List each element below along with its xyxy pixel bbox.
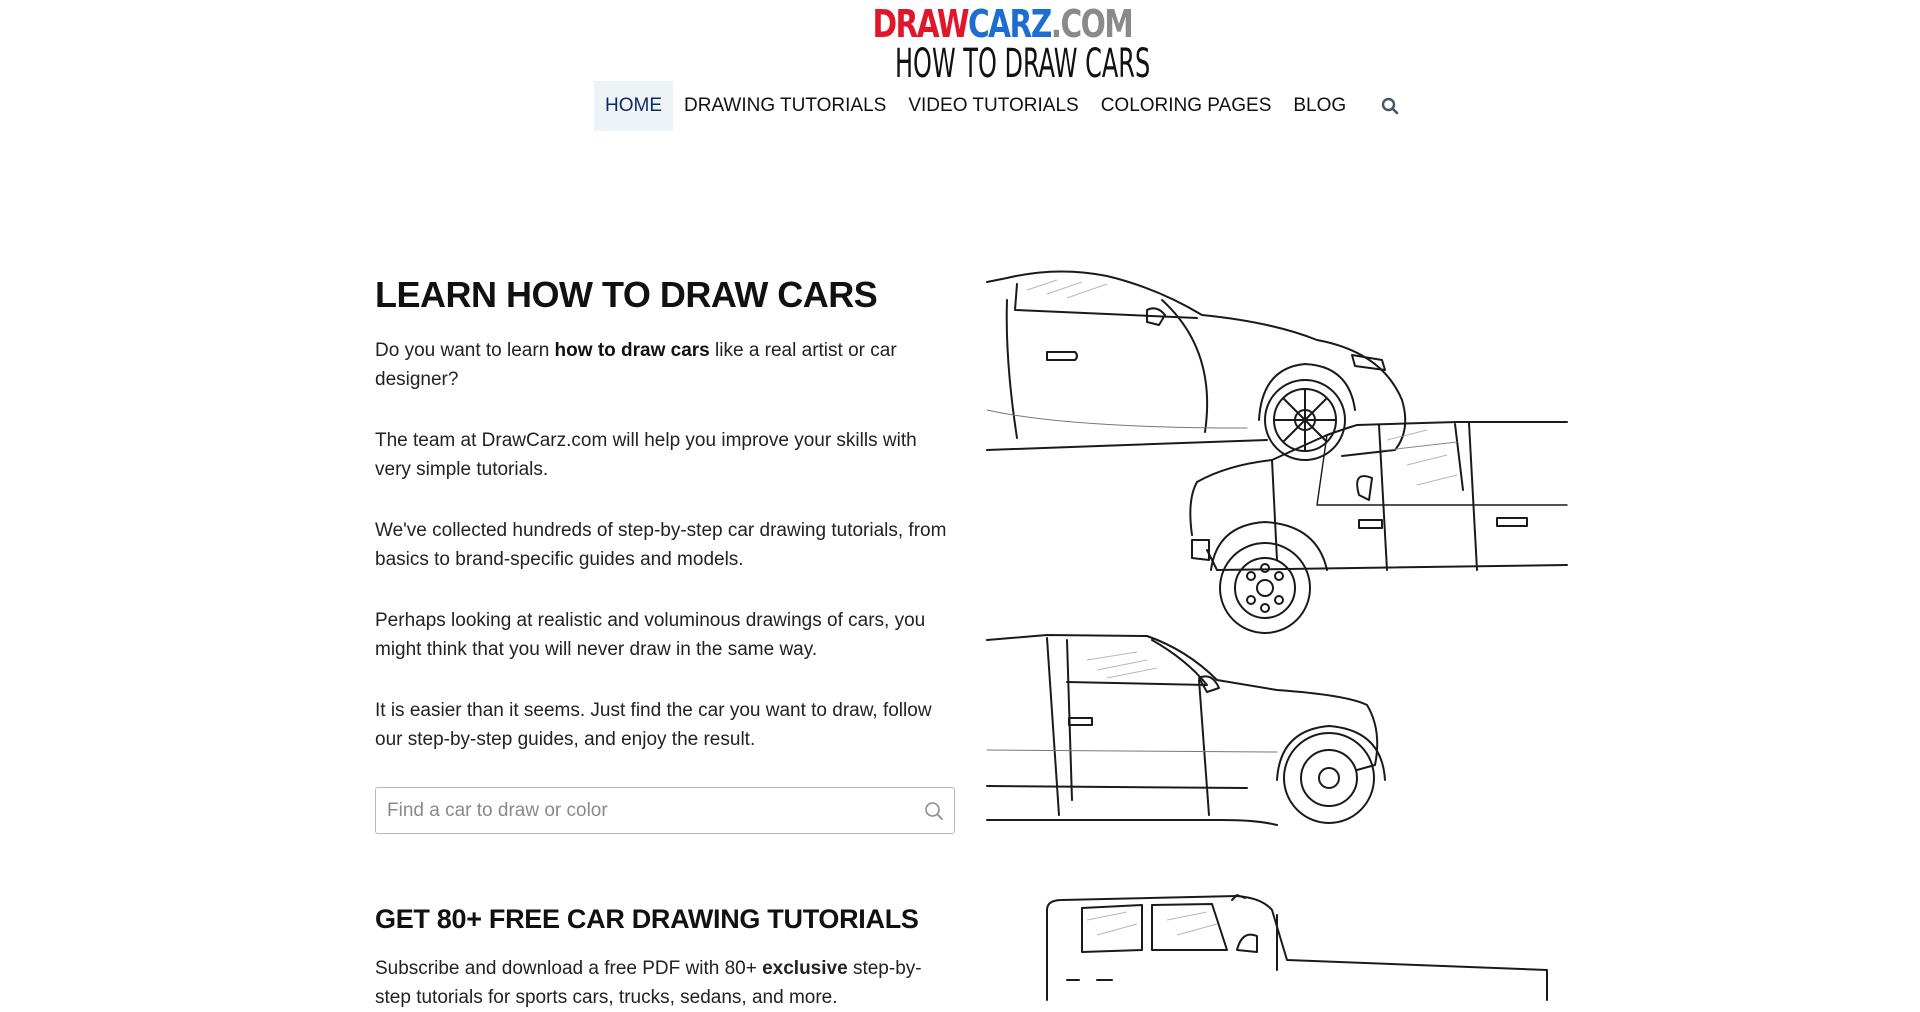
subscribe-text bbox=[375, 954, 955, 1012]
pickup-truck-drawing bbox=[1190, 422, 1567, 633]
intro-paragraph-5: It is easier than it seems. Just find the car you want to draw, follow our step-by-step guides, and enjoy the result. bbox=[375, 700, 932, 750]
logo-carz: CARZ bbox=[967, 2, 1051, 46]
site-logo[interactable] bbox=[845, 2, 1151, 87]
subscribe-bold: exclusive bbox=[762, 958, 848, 979]
page-title: LEARN HOW TO DRAW CARS bbox=[375, 274, 878, 315]
intro-text-end: like a real artist or car designer? bbox=[375, 340, 897, 390]
nav-video-tutorials[interactable]: VIDEO TUTORIALS bbox=[908, 95, 1079, 116]
car-search-form bbox=[375, 787, 955, 834]
site-header bbox=[0, 0, 1920, 140]
intro-paragraph-4: Perhaps looking at realistic and voluminous drawings of cars, you might think that you will never draw in the same way. bbox=[375, 610, 926, 660]
main-nav bbox=[594, 81, 1405, 131]
car-search-input[interactable] bbox=[376, 788, 896, 833]
logo-com: .COM bbox=[1050, 2, 1133, 46]
search-icon bbox=[1381, 97, 1399, 115]
logo-tagline: HOW TO DRAW CARS bbox=[895, 41, 1151, 87]
nav-search-button[interactable] bbox=[1375, 81, 1405, 131]
subscribe-text-start: Subscribe and download a free PDF with 80+ bbox=[375, 958, 763, 979]
intro-column bbox=[375, 260, 955, 754]
search-icon[interactable] bbox=[923, 800, 945, 822]
logo-wordmark bbox=[872, 2, 1133, 46]
bottom-truck-drawing bbox=[1047, 895, 1547, 1000]
nav-blog[interactable]: BLOG bbox=[1293, 95, 1347, 116]
nav-home[interactable]: HOME bbox=[594, 81, 673, 131]
subscribe-text-end: step-by-step tutorials for sports cars, trucks, sedans, and more. bbox=[375, 958, 922, 1008]
intro-paragraph-2: The team at DrawCarz.com will help you improve your skills with very simple tutorials. bbox=[375, 430, 917, 480]
sports-car-drawing bbox=[987, 271, 1405, 460]
car-drawings-illustration bbox=[987, 260, 1567, 1000]
subscribe-title: GET 80+ FREE CAR DRAWING TUTORIALS bbox=[375, 904, 919, 934]
intro-paragraph-1 bbox=[375, 336, 955, 394]
sedan-drawing bbox=[987, 635, 1385, 825]
nav-drawing-tutorials[interactable]: DRAWING TUTORIALS bbox=[684, 95, 887, 116]
logo-draw: DRAW bbox=[872, 2, 968, 46]
intro-text: Do you want to learn bbox=[375, 340, 555, 361]
intro-bold: how to draw cars bbox=[554, 340, 710, 361]
intro-paragraph-3: We've collected hundreds of step-by-step car drawing tutorials, from basics to brand-specific guides and models. bbox=[375, 520, 947, 570]
nav-coloring-pages[interactable]: COLORING PAGES bbox=[1100, 95, 1272, 116]
